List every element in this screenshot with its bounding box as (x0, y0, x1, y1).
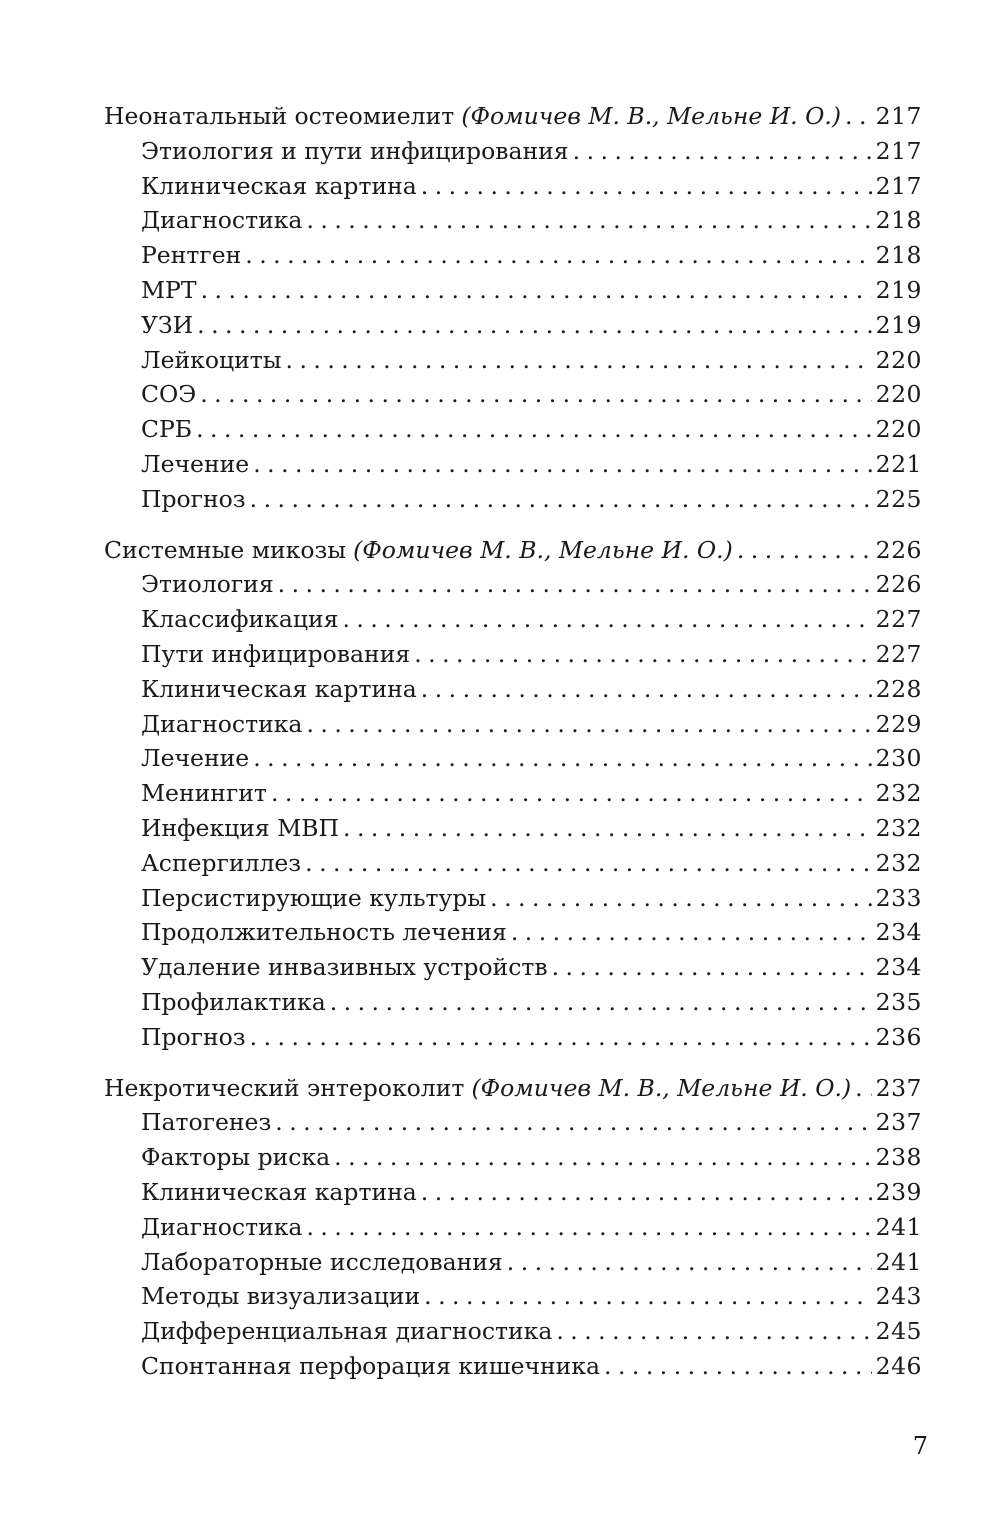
toc-entry[interactable] (104, 1314, 922, 1349)
page-number: 218 (875, 206, 922, 235)
entry-label: Удаление инвазивных устройств (141, 953, 548, 982)
toc-entry[interactable] (104, 881, 922, 916)
entry-label: Пути инфицирования (141, 639, 411, 668)
toc-entry[interactable] (104, 567, 922, 602)
dot-leader (330, 985, 872, 1020)
entry-label: Профилактика (141, 987, 326, 1016)
entry-label: Лечение (141, 744, 250, 773)
page-number: 232 (875, 779, 922, 808)
page-number: 237 (875, 1073, 922, 1102)
toc-entry[interactable] (104, 672, 922, 707)
entry-label: Клиническая картина (141, 1177, 417, 1206)
dot-leader (343, 811, 872, 846)
toc-entry[interactable] (104, 950, 922, 985)
toc-section-heading[interactable] (104, 1071, 922, 1106)
dot-leader (306, 707, 871, 742)
page-number: 229 (875, 709, 922, 738)
page-number: 235 (875, 987, 922, 1016)
entry-label: Дифференциальная диагностика (141, 1317, 553, 1346)
toc-section-necrotizing-enterocolitis (104, 1071, 922, 1384)
dot-leader (200, 377, 871, 412)
page-number: 217 (875, 136, 922, 165)
toc-entry[interactable] (104, 741, 922, 776)
entry-label: СОЭ (141, 380, 197, 409)
dot-leader (556, 1314, 871, 1349)
toc-entry[interactable] (104, 273, 922, 308)
toc-entry[interactable] (104, 602, 922, 637)
page-number: 241 (875, 1212, 922, 1241)
dot-leader (253, 741, 871, 776)
page-number: 234 (875, 953, 922, 982)
entry-label: Спонтанная перфорация кишечника (141, 1351, 601, 1380)
toc-section-heading[interactable] (104, 99, 922, 134)
entry-label: Аспергиллез (141, 848, 302, 877)
toc-entry[interactable] (104, 1175, 922, 1210)
entry-label: Лечение (141, 449, 250, 478)
dot-leader (286, 343, 872, 378)
page-number: 221 (875, 449, 922, 478)
dot-leader (490, 881, 872, 916)
toc-entry[interactable] (104, 1279, 922, 1314)
entry-label: Патогенез (141, 1108, 272, 1137)
entry-label: Прогноз (141, 484, 246, 513)
page-number: 233 (875, 883, 922, 912)
page-number: 245 (875, 1317, 922, 1346)
page-number: 217 (875, 171, 922, 200)
dot-leader (421, 1175, 872, 1210)
dot-leader (250, 1020, 872, 1055)
entry-label: Прогноз (141, 1022, 246, 1051)
dot-leader (414, 637, 871, 672)
dot-leader (197, 308, 872, 343)
dot-leader (855, 1071, 871, 1106)
page-number: 230 (875, 744, 922, 773)
entry-label: Инфекция МВП (141, 813, 340, 842)
dot-leader (845, 99, 872, 134)
entry-label: Методы визуализации (141, 1282, 421, 1311)
dot-leader (271, 776, 872, 811)
toc-entry[interactable] (104, 447, 922, 482)
entry-label: Этиология (141, 570, 274, 599)
toc-entry[interactable] (104, 776, 922, 811)
dot-leader (424, 1279, 871, 1314)
section-title: Системные микозы (104, 535, 347, 564)
toc-section-neonatal-osteomyelitis (104, 99, 922, 517)
page-number: 225 (875, 484, 922, 513)
section-authors: (Фомичев М. В., Мельне И. О.) (353, 535, 733, 564)
toc-entry[interactable] (104, 203, 922, 238)
toc-entry[interactable] (104, 482, 922, 517)
entry-label: Лабораторные исследования (141, 1247, 503, 1276)
toc-entry[interactable] (104, 377, 922, 412)
page-number: 219 (875, 275, 922, 304)
dot-leader (201, 273, 872, 308)
entry-label: Клиническая картина (141, 171, 417, 200)
entry-label: Факторы риска (141, 1143, 331, 1172)
dot-leader (507, 1245, 872, 1280)
dot-leader (421, 169, 872, 204)
entry-label: Диагностика (141, 206, 303, 235)
entry-label: Рентген (141, 241, 242, 270)
toc-section-heading[interactable] (104, 533, 922, 568)
dot-leader (552, 950, 872, 985)
section-authors: (Фомичев М. В., Мельне И. О.) (461, 102, 842, 130)
dot-leader (250, 482, 872, 517)
toc-entry[interactable] (104, 985, 922, 1020)
entry-label: СРБ (141, 415, 193, 444)
toc-section-systemic-mycoses (104, 533, 922, 1055)
page-number: 228 (875, 674, 922, 703)
dot-leader (196, 412, 872, 447)
entry-label: Этиология и пути инфицирования (141, 136, 569, 165)
page-number: 236 (875, 1022, 922, 1051)
toc-entry[interactable] (104, 1349, 922, 1384)
page-number: 237 (875, 1108, 922, 1137)
entry-label: Лейкоциты (141, 345, 282, 374)
page-number: 220 (875, 415, 922, 444)
dot-leader (342, 602, 871, 637)
toc-entry[interactable] (104, 1210, 922, 1245)
toc-entry[interactable] (104, 343, 922, 378)
table-of-contents (104, 99, 922, 1400)
page-number: 217 (875, 102, 922, 130)
dot-leader (334, 1140, 872, 1175)
dot-leader (245, 238, 871, 273)
toc-entry[interactable] (104, 1105, 922, 1140)
entry-label: Менингит (141, 779, 267, 808)
page-number: 226 (875, 535, 922, 564)
dot-leader (421, 672, 872, 707)
entry-label: Классификация (141, 605, 339, 634)
page-number: 220 (875, 380, 922, 409)
toc-entry[interactable] (104, 238, 922, 273)
toc-entry[interactable] (104, 134, 922, 169)
toc-entry[interactable] (104, 1245, 922, 1280)
page-number: 218 (875, 241, 922, 270)
page-number: 246 (875, 1351, 922, 1380)
toc-entry[interactable] (104, 169, 922, 204)
page-number: 239 (875, 1177, 922, 1206)
page-number: 243 (875, 1282, 922, 1311)
dot-leader (573, 134, 872, 169)
toc-entry[interactable] (104, 308, 922, 343)
page-number: 241 (875, 1247, 922, 1276)
dot-leader (253, 447, 871, 482)
toc-entry[interactable] (104, 707, 922, 742)
page-folio: 7 (912, 1432, 928, 1460)
dot-leader (604, 1349, 872, 1384)
toc-entry[interactable] (104, 811, 922, 846)
page-number: 232 (875, 813, 922, 842)
page-number: 219 (875, 310, 922, 339)
toc-entry[interactable] (104, 846, 922, 881)
toc-entry[interactable] (104, 1140, 922, 1175)
page-number: 226 (875, 570, 922, 599)
dot-leader (737, 533, 872, 568)
toc-entry[interactable] (104, 1020, 922, 1055)
section-authors: (Фомичев М. В., Мельне И. О.) (471, 1073, 852, 1102)
entry-label: Диагностика (141, 1212, 303, 1241)
page-number: 220 (875, 345, 922, 374)
page-number: 232 (875, 848, 922, 877)
toc-entry[interactable] (104, 915, 922, 950)
dot-leader (305, 846, 872, 881)
section-title: Неонатальный остеомиелит (104, 102, 455, 130)
section-title: Некротический энтероколит (104, 1073, 465, 1102)
dot-leader (306, 203, 871, 238)
dot-leader (278, 567, 872, 602)
entry-label: Диагностика (141, 709, 303, 738)
entry-label: Персистирующие культуры (141, 883, 487, 912)
toc-entry[interactable] (104, 637, 922, 672)
dot-leader (275, 1105, 871, 1140)
dot-leader (511, 915, 872, 950)
page-number: 238 (875, 1143, 922, 1172)
page-number: 227 (875, 639, 922, 668)
entry-label: УЗИ (141, 310, 194, 339)
dot-leader (306, 1210, 871, 1245)
toc-entry[interactable] (104, 412, 922, 447)
entry-label: Продолжительность лечения (141, 918, 507, 947)
page-number: 227 (875, 605, 922, 634)
entry-label: МРТ (141, 275, 197, 304)
entry-label: Клиническая картина (141, 674, 417, 703)
page-number: 234 (875, 918, 922, 947)
